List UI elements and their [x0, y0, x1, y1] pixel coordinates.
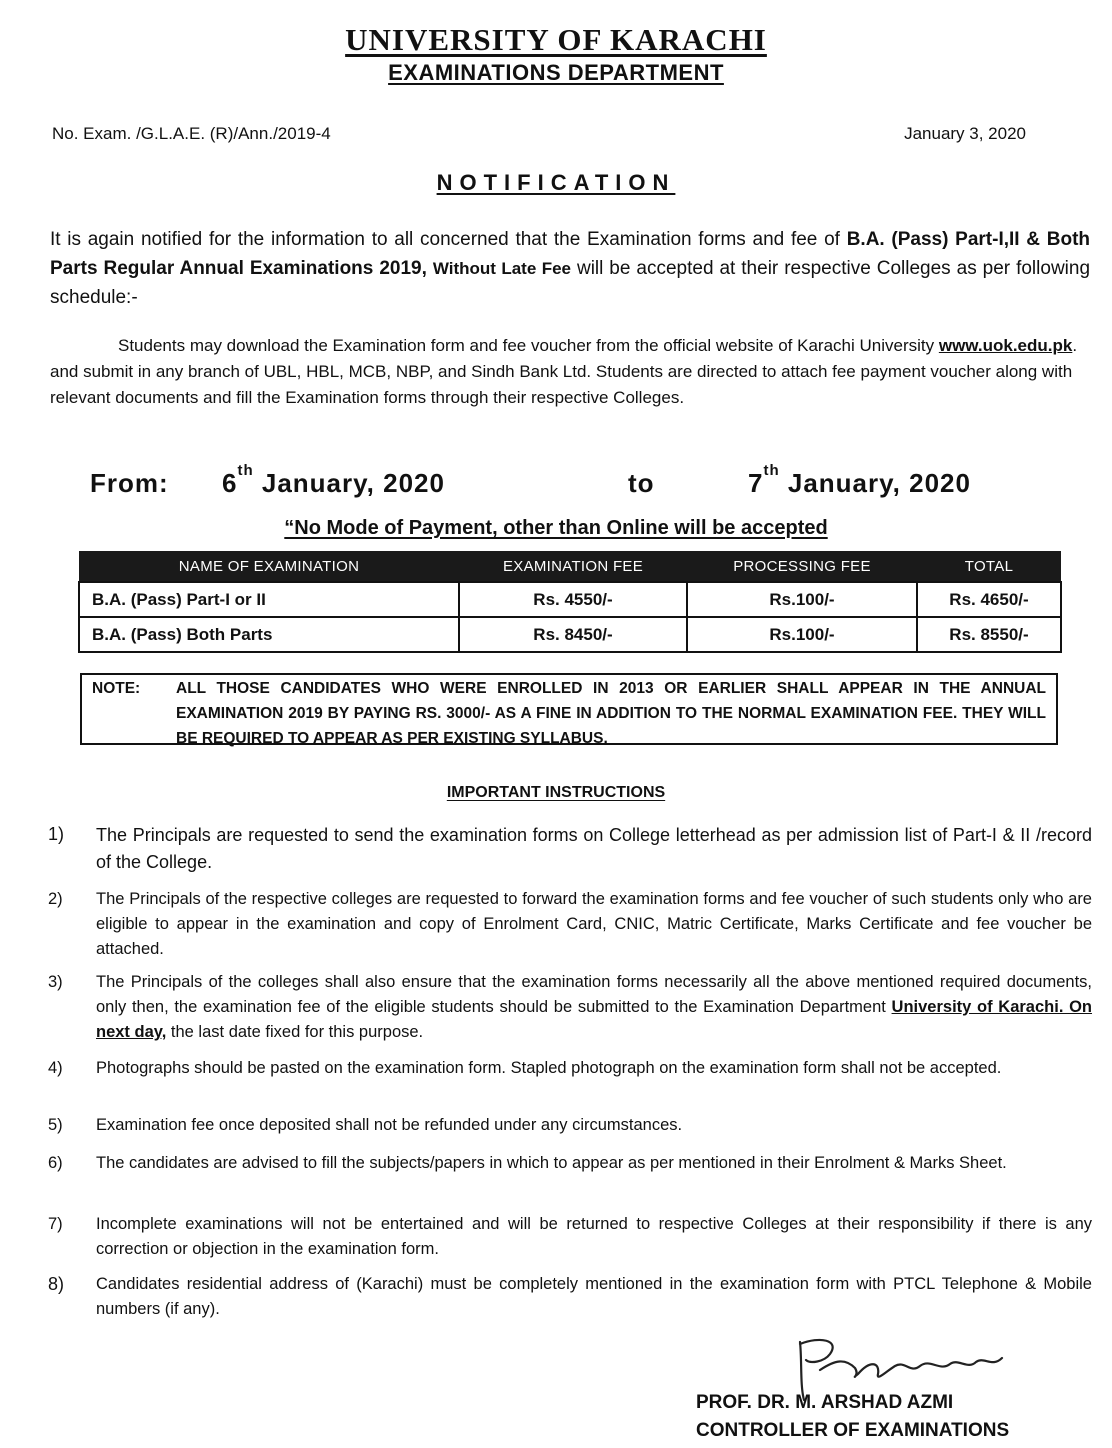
instruction-item	[48, 970, 1092, 1045]
instruction-text-b: the last date fixed for this purpose.	[170, 1023, 424, 1041]
exam-fee-cell: Rs. 8450/-	[459, 617, 687, 652]
fine-note-box	[80, 673, 1058, 745]
instruction-number: 6)	[48, 1154, 63, 1172]
instruction-item	[48, 887, 1092, 962]
exam-name-cell: B.A. (Pass) Part-I or II	[79, 582, 459, 617]
table-row	[79, 582, 1061, 617]
intro-late-fee: Without Late Fee	[432, 259, 571, 278]
instruction-number: 4)	[48, 1059, 63, 1077]
download-paragraph	[50, 333, 1090, 411]
end-month-year: January, 2020	[787, 468, 971, 498]
intro-text-a: It is again notified for the information to all concerned that the Examination forms and fee of	[50, 229, 840, 250]
instruction-item	[48, 1272, 1092, 1322]
fee-table	[78, 551, 1062, 653]
end-day-suffix: th	[763, 462, 780, 479]
header-exam-fee: EXAMINATION FEE	[459, 551, 687, 582]
signatory-name: PROF. DR. M. ARSHAD AZMI	[696, 1392, 954, 1413]
instruction-text: The Principals are requested to send the examination forms on College letterhead as per admission list of Part-I & II /record of the College.	[96, 825, 1092, 872]
start-day-suffix: th	[237, 462, 254, 479]
instruction-text: Candidates residential address of (Karachi) must be completely mentioned in the examination form with PTCL Telephone & Mobile numbers (if any).	[96, 1275, 1092, 1318]
instruction-text: The candidates are advised to fill the subjects/papers in which to appear as per mentioned in their Enrolment & Marks Sheet.	[96, 1154, 1007, 1172]
intro-text-b: will be accepted at their respective Colleges as per following schedule:-	[50, 258, 1091, 308]
schedule-row	[90, 462, 1060, 504]
instruction-item	[48, 822, 1092, 876]
instruction-text-a: The Principals of the colleges shall also ensure that the examination forms necessarily all the above mentioned required documents, only then, the examination fee of the eligible students should be submitted to the Examination Department	[96, 973, 1092, 1016]
start-day: 6	[222, 468, 238, 498]
reference-number: No. Exam. /G.L.A.E. (R)/Ann./2019-4	[52, 124, 331, 143]
instruction-number: 1)	[48, 824, 65, 844]
instruction-number: 2)	[48, 890, 63, 908]
total-cell: Rs. 8550/-	[917, 617, 1061, 652]
total-cell: Rs. 4650/-	[917, 582, 1061, 617]
start-date	[222, 462, 445, 499]
header-processing-fee: PROCESSING FEE	[687, 551, 917, 582]
instruction-text: Examination fee once deposited shall not be refunded under any circumstances.	[96, 1116, 683, 1134]
instruction-text	[96, 970, 1092, 1045]
processing-fee-cell: Rs.100/-	[687, 617, 917, 652]
instruction-item	[48, 1151, 1092, 1176]
instruction-text: The Principals of the respective colleges are requested to forward the examination forms and fee voucher of such students only who are eligible to appear in the examination and copy of Enrolment Card, CNIC, Matric Certificate, Marks Certificate and fee voucher be attached.	[96, 890, 1092, 958]
instruction-number: 3)	[48, 973, 63, 991]
instruction-item	[48, 1212, 1092, 1262]
notification-heading: NOTIFICATION	[436, 170, 676, 195]
download-text-b: . and submit in any branch of UBL, HBL, MCB, NBP, and Sindh Bank Ltd. Students are directed to attach fee payment voucher along with relevant documents and fill the Examination forms through their respective Colleges.	[50, 336, 1078, 407]
intro-exam-name: B.A. (Pass) Part-I,II & Both Parts Regular Annual Examinations 2019,	[50, 229, 1091, 279]
instruction-number: 5)	[48, 1116, 63, 1134]
to-label: to	[628, 468, 655, 498]
start-month-year: January, 2020	[261, 468, 445, 498]
instruction-number: 7)	[48, 1215, 63, 1233]
header-exam-name: NAME OF EXAMINATION	[79, 551, 459, 582]
end-date	[748, 462, 971, 499]
exam-name-cell: B.A. (Pass) Both Parts	[79, 617, 459, 652]
instructions-heading: IMPORTANT INSTRUCTIONS	[446, 784, 666, 801]
signatory-title: CONTROLLER OF EXAMINATIONS	[696, 1420, 1010, 1441]
note-label: NOTE:	[92, 680, 141, 697]
instruction-item	[48, 1113, 1092, 1138]
from-label: From:	[90, 468, 169, 498]
download-text-a: Students may download the Examination form and fee voucher from the official website of Karachi University	[118, 336, 935, 355]
department-subtitle: EXAMINATIONS DEPARTMENT	[388, 60, 724, 85]
instruction-number: 8)	[48, 1274, 65, 1294]
exam-fee-cell: Rs. 4550/-	[459, 582, 687, 617]
payment-mode-note: “No Mode of Payment, other than Online will be accepted	[284, 517, 828, 539]
instruction-emphasis: University of Karachi. On next day,	[96, 998, 1093, 1041]
instruction-item	[48, 1056, 1092, 1081]
processing-fee-cell: Rs.100/-	[687, 582, 917, 617]
website-link[interactable]: www.uok.edu.pk	[938, 336, 1073, 355]
table-row	[79, 617, 1061, 652]
university-title: UNIVERSITY OF KARACHI	[345, 22, 767, 57]
header-total: TOTAL	[917, 551, 1061, 582]
intro-paragraph	[50, 225, 1090, 312]
issue-date: January 3, 2020	[904, 124, 1026, 143]
instruction-text: Photographs should be pasted on the examination form. Stapled photograph on the examination form shall not be accepted.	[96, 1059, 1002, 1077]
note-text: ALL THOSE CANDIDATES WHO WERE ENROLLED IN 2013 OR EARLIER SHALL APPEAR IN THE ANNUAL EXAMINATION 2019 BY PAYING RS. 3000/- AS A FINE IN ADDITION TO THE NORMAL EXAMINATION FEE. THEY WILL BE REQUIRED TO APPEAR AS PER EXISTING SYLLABUS.	[176, 680, 1046, 747]
fee-table-header	[79, 551, 1061, 582]
instruction-text: Incomplete examinations will not be entertained and will be returned to respective Colleges at their responsibility if there is any correction or objection in the examination form.	[96, 1215, 1092, 1258]
end-day: 7	[748, 468, 764, 498]
